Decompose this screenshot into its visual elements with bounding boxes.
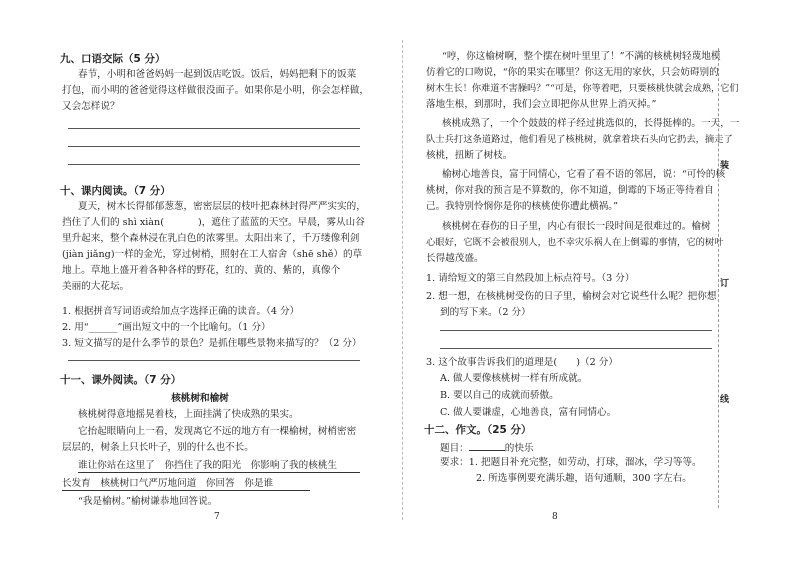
essay-requirement-1: 要求：1. 把题目补充完整，如劳动，打球，溜冰，学习等等。 — [440, 457, 702, 468]
story-line-r5: 核桃成熟了，一个个鼓鼓的样子经过挑选似的，长得挺棒的。一天，一 — [442, 118, 740, 129]
question-11-2-line-1: 2. 想一想，在核桃树受伤的日子里，榆树会对它说些什么呢？把你想 — [426, 291, 717, 302]
writing-line — [78, 472, 360, 473]
option-b: B. 要以自己的成就而骄傲。 — [440, 390, 559, 401]
story-line-r12: 心眼好，它既不会被很别人，也不幸灾乐祸人在上倒霉的事情，它的树叶 — [426, 237, 724, 248]
question-10-2: 2. 用“______”画出短文中的一个比喻句。（1 分） — [62, 322, 271, 333]
section-11-title: 十一、课外阅读。（7 分） — [60, 374, 182, 386]
essay-topic-suffix: 的快乐 — [504, 443, 534, 454]
passage-line-2 — [62, 216, 365, 229]
story-line-2: 它抬起眼睛向上一看，发现离它不远的地方有一棵榆树，树梢密密 — [78, 426, 357, 437]
essay-topic — [440, 440, 534, 455]
binding-mark-middle: 订 — [720, 279, 730, 289]
passage-line-6: 美丽的大花坛。 — [62, 281, 130, 292]
story-line-1: 核桃树得意地摇晃着枝，上面挂满了快成熟的果实。 — [78, 409, 299, 420]
story-title: 核桃树和榆树 — [171, 393, 229, 404]
essay-topic-blank[interactable] — [469, 440, 505, 451]
binding-mark-bottom: 线 — [720, 395, 730, 405]
story-line-r7: 核桃，扭断了树枝。 — [426, 150, 513, 161]
story-line-r3: 树木生长！你难道不害臊吗？”“可是，你等着吧，只要核桃快就会成熟，它们 — [426, 83, 739, 94]
section-9-text-line-2: 打包，而小明的爸爸觉得这样做很没面子。如果你是小明，你会怎样做， — [62, 85, 369, 96]
story-line-r6: 队士兵打这条道路过，他们看见了核桃树，就拿着块石头向它扔去，摘走了 — [426, 134, 733, 145]
passage-line-5: 地上。草地上盛开着各种各样的野花，红的、黄的、紫的，真像个 — [62, 265, 341, 276]
passage-line-2-rest: )，遮住了蓝蓝的天空。早晨，雾从山谷 — [197, 217, 365, 228]
section-10-title: 十、课内阅读。（7 分） — [60, 185, 171, 197]
question-11-3: 3. 这个故事告诉我们的道理是( )（2 分） — [426, 357, 618, 368]
essay-topic-label: 题目： — [440, 443, 469, 454]
question-11-1: 1. 请给短文的第三自然段加上标点符号。（3 分） — [426, 273, 635, 284]
passage-line-4: (jiàn jiǎng)一样的金光，穿过树梢，照射在工人宿舍（shē shě）的草 — [62, 249, 363, 260]
answer-line — [440, 330, 712, 331]
story-line-r1: “哼，你这榆树啊，整个摆在树叶里里了！”不满的核桃树轻蔑地模 — [442, 51, 721, 62]
question-10-1: 1. 根据拼音写词语或给加点字选择正确的读音。（4 分） — [62, 306, 300, 317]
story-line-r8: 榆树心地善良，富于同情心，它看了看不语的邻居，说：“可怜的核 — [442, 169, 726, 180]
section-9-text-line-1: 春节，小明和爸爸妈妈一起到饭店吃饭。饭后，妈妈把剩下的饭菜 — [78, 69, 357, 80]
answer-line — [68, 146, 360, 147]
punctuation-task-line-1: 谁让你站在这里了 你挡住了我的阳光 你影响了我的核桃生 — [78, 460, 338, 471]
page-number: 7 — [214, 512, 220, 522]
pinyin-prompt: 挡住了人们的 shì xiàn( — [62, 217, 164, 228]
question-10-3: 3. 短文描写的是什么季节的景色？是抓住哪些景物来描写的？（2 分） — [62, 338, 362, 349]
right-page — [400, 0, 800, 574]
story-line-3: 层层的，树条上只长叶子，别的什么也不长。 — [62, 442, 254, 453]
binding-line — [718, 48, 719, 508]
option-a: A. 做人要像核桃树一样有所成就。 — [440, 373, 588, 384]
story-line-4: “我是榆树。”榆树谦恭地回答说。 — [78, 496, 218, 507]
answer-line — [68, 164, 360, 165]
question-11-2-line-2: 到的写下来。（2 分） — [440, 307, 531, 318]
essay-requirement-2: 2. 所选事例要充满乐趣，语句通顺，300 字左右。 — [476, 473, 692, 484]
story-line-r10: 己。我特别怜悯你是你的核桃使你遭此横祸。” — [426, 201, 618, 212]
answer-line — [68, 360, 360, 361]
story-line-r9: 桃树，你对我的预言是不算数的，你不知道，倒霉的下场正等待着自 — [426, 185, 714, 196]
passage-line-1: 夏天，树木长得郁郁葱葱，密密层层的枝叶把森林封得严严实实的， — [78, 201, 366, 212]
section-9-title: 九、口语交际（5 分） — [60, 53, 166, 65]
story-line-r13: 长得越茂盛。 — [426, 253, 484, 264]
passage-line-3: 里升起来，整个森林浸在乳白色的浓雾里。太阳出来了，千万缕像利剑 — [62, 233, 360, 244]
writing-line — [62, 490, 310, 491]
section-9-text-line-3: 又会怎样说？ — [62, 101, 120, 112]
punctuation-task-line-2: 长发育 核桃树口气严厉地问道 你回答 你是谁 — [62, 478, 274, 489]
page-number: 8 — [552, 512, 558, 522]
story-line-r2: 仿着它的口吻说，“你的果实在哪里？你这无用的家伙，只会妨碍别的 — [426, 67, 719, 78]
story-line-r4: 落地生根，到那时，我们会立即把你从世界上消灭掉。” — [426, 99, 657, 110]
answer-line — [68, 128, 360, 129]
answer-line — [440, 348, 712, 349]
story-line-r11: 核桃树在春伤的日子里，内心有很长一段时间是很难过的。榆树 — [442, 221, 711, 232]
binding-mark-top: 装 — [720, 161, 730, 171]
section-12-title: 十二、作文。（25 分） — [424, 424, 532, 436]
option-c: C. 做人要谦虚，心地善良，富有同情心。 — [440, 407, 617, 418]
